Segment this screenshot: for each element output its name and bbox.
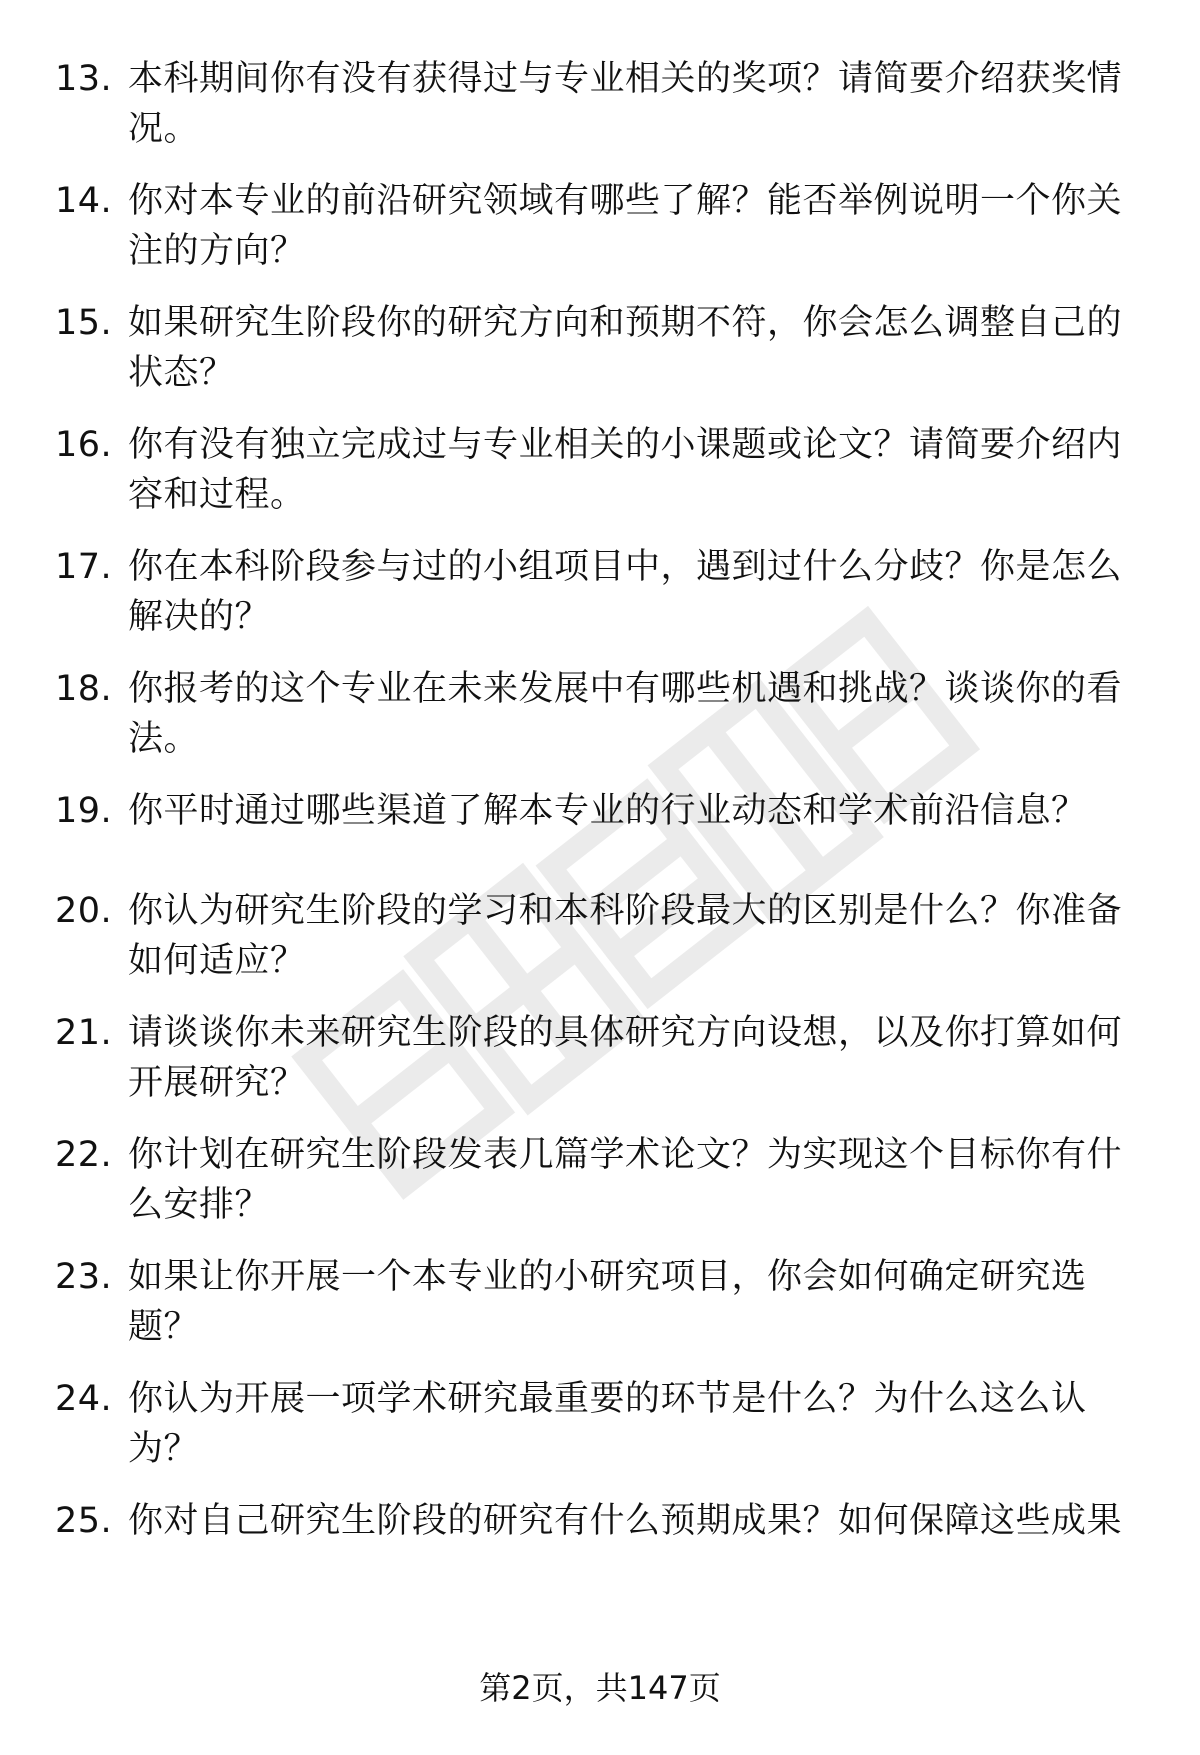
question-item-19	[0, 786, 1200, 886]
question-number: 17.	[55, 547, 113, 587]
question-item-14	[0, 176, 1200, 298]
question-text: 如果让你开展一个本专业的小研究项目，你会如何确定研究选题？	[128, 1257, 1087, 1347]
question-item-15	[0, 298, 1200, 420]
question-number: 18.	[55, 669, 113, 709]
question-number: 15.	[55, 303, 113, 343]
question-list	[0, 54, 1200, 1596]
question-text: 你计划在研究生阶段发表几篇学术论文？为实现这个目标你有什么安排？	[128, 1135, 1123, 1225]
question-number: 14.	[55, 181, 113, 221]
question-number: 19.	[55, 791, 113, 831]
question-item-23	[0, 1252, 1200, 1374]
question-number: 16.	[55, 425, 113, 465]
question-text: 你对本专业的前沿研究领域有哪些了解？能否举例说明一个你关注的方向？	[128, 181, 1123, 271]
question-number: 25.	[55, 1501, 113, 1541]
question-item-20	[0, 886, 1200, 1008]
question-text: 本科期间你有没有获得过与专业相关的奖项？请简要介绍获奖情况。	[128, 59, 1123, 149]
question-text: 你认为研究生阶段的学习和本科阶段最大的区别是什么？你准备如何适应？	[128, 891, 1123, 981]
question-number: 20.	[55, 891, 113, 931]
question-text: 你在本科阶段参与过的小组项目中，遇到过什么分歧？你是怎么解决的？	[128, 547, 1123, 637]
question-number: 13.	[55, 59, 113, 99]
question-item-22	[0, 1130, 1200, 1252]
question-text: 你有没有独立完成过与专业相关的小课题或论文？请简要介绍内容和过程。	[128, 425, 1123, 515]
question-text: 你认为开展一项学术研究最重要的环节是什么？为什么这么认为？	[128, 1379, 1087, 1469]
question-text: 你平时通过哪些渠道了解本专业的行业动态和学术前沿信息？	[128, 791, 1087, 831]
question-item-24	[0, 1374, 1200, 1496]
question-text: 请谈谈你未来研究生阶段的具体研究方向设想，以及你打算如何开展研究？	[128, 1013, 1123, 1103]
question-item-21	[0, 1008, 1200, 1130]
question-number: 21.	[55, 1013, 113, 1053]
question-number: 22.	[55, 1135, 113, 1175]
question-item-25	[0, 1496, 1200, 1596]
question-text: 如果研究生阶段你的研究方向和预期不符，你会怎么调整自己的状态？	[128, 303, 1123, 393]
page-number-footer: 第2页，共147页	[479, 1669, 721, 1707]
question-item-17	[0, 542, 1200, 664]
question-item-13	[0, 54, 1200, 176]
question-number: 24.	[55, 1379, 113, 1419]
question-item-16	[0, 420, 1200, 542]
question-number: 23.	[55, 1257, 113, 1297]
question-item-18	[0, 664, 1200, 786]
question-text: 你对自己研究生阶段的研究有什么预期成果？如何保障这些成果	[128, 1501, 1123, 1541]
question-text: 你报考的这个专业在未来发展中有哪些机遇和挑战？谈谈你的看法。	[128, 669, 1123, 759]
